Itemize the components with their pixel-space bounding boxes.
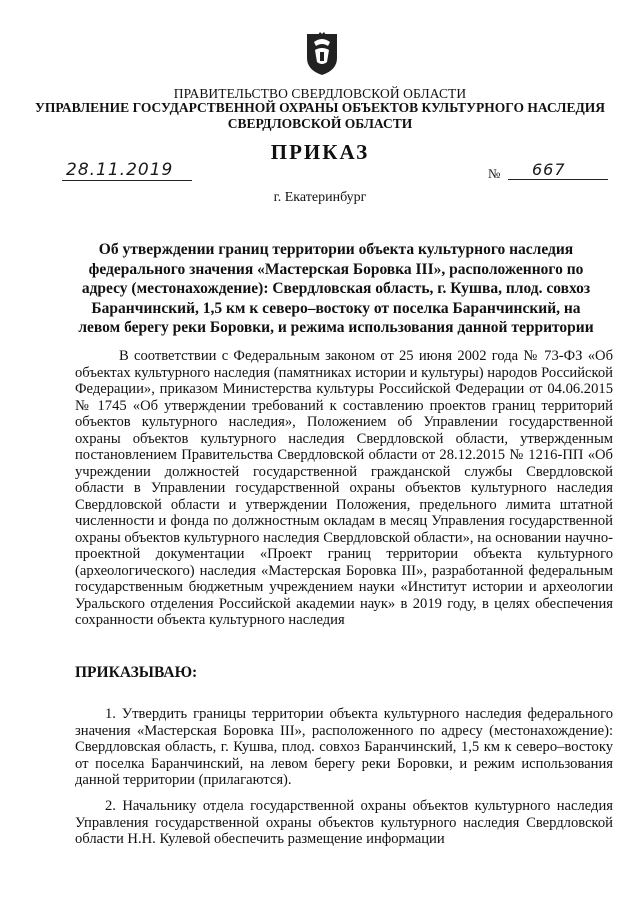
number-label: №	[488, 166, 501, 181]
order-subject: Об утверждении границ территории объекта культурного наследия федерального значения «Мастерская Боровка III», расположенного по адресу (местонахождение): Свердловская область, г. Кушва, плод. совхоз Баранчинский, 1,5 км к северо–востоку от поселка Баранчинский, на левом берегу реки Боровки, и режима использования данной территории	[78, 241, 594, 336]
order-item-1: 1. Утвердить границы территории объекта культурного наследия федерального значения «Мастерская Боровка III», расположенного по адресу (местонахождение): Свердловская область, г. Кушва, плод. совхоз Баранчинский, 1,5 км к северо–востоку от поселка Баранчинский, на левом берегу реки Боровки, и режим использования данной территории (прилагаются).	[75, 706, 613, 788]
city: г. Екатеринбург	[273, 190, 367, 205]
preamble-paragraph: В соответствии с Федеральным законом от 25 июня 2002 года № 73-ФЗ «Об объектах культурного наследия (памятниках истории и культуры) народов Российской Федерации», приказом Министерства культуры Российской Федерации от 04.06.2015 № 1745 «Об утверждении требований к составлению проектов границ территорий объектов культурного наследия», Положением об Управлении государственной охраны объектов культурного наследия Свердловской области, утвержденным постановлением Правительства Свердловской области от 28.12.2015 № 1216-ПП «Об учреждении должностей государственной гражданской службы Свердловской области в Управлении государственной охраны объектов культурного наследия Свердловской области и утверждении Положения, предельного лимита штатной численности и фонда по должностным окладам в месяц Управления государственной охраны объектов культурного наследия Свердловской области», на основании научно-проектной документации «Проект границ территории объекта культурного (археологического) наследия «Мастерская Боровка III», разработанной федеральным государственным бюджетным учреждением науки «Институт истории и археологии Уральского отделения Российской академии наук» в 2019 году, в целях обеспечения сохранности объекта культурного наследия	[75, 348, 613, 628]
department-name: УПРАВЛЕНИЕ ГОСУДАРСТВЕННОЙ ОХРАНЫ ОБЪЕКТОВ КУЛЬТУРНОГО НАСЛЕДИЯ СВЕРДЛОВСКОЙ ОБЛАСТИ	[34, 100, 606, 131]
order-item-2: 2. Начальнику отдела государственной охраны объектов культурного наследия Управления государственной охраны объектов культурного наследия Свердловской области Н.Н. Кулевой обеспечить размещение информации	[75, 798, 613, 847]
coat-of-arms-icon	[305, 32, 339, 76]
date-underline	[62, 179, 192, 181]
government-name: ПРАВИТЕЛЬСТВО СВЕРДЛОВСКОЙ ОБЛАСТИ	[173, 86, 467, 101]
order-heading: ПРИКАЗЫВАЮ:	[75, 664, 198, 681]
document-title: ПРИКАЗ	[270, 140, 370, 164]
number-underline	[508, 179, 608, 180]
order-number: 667	[532, 160, 566, 179]
order-date: 28.11.2019	[66, 160, 174, 180]
